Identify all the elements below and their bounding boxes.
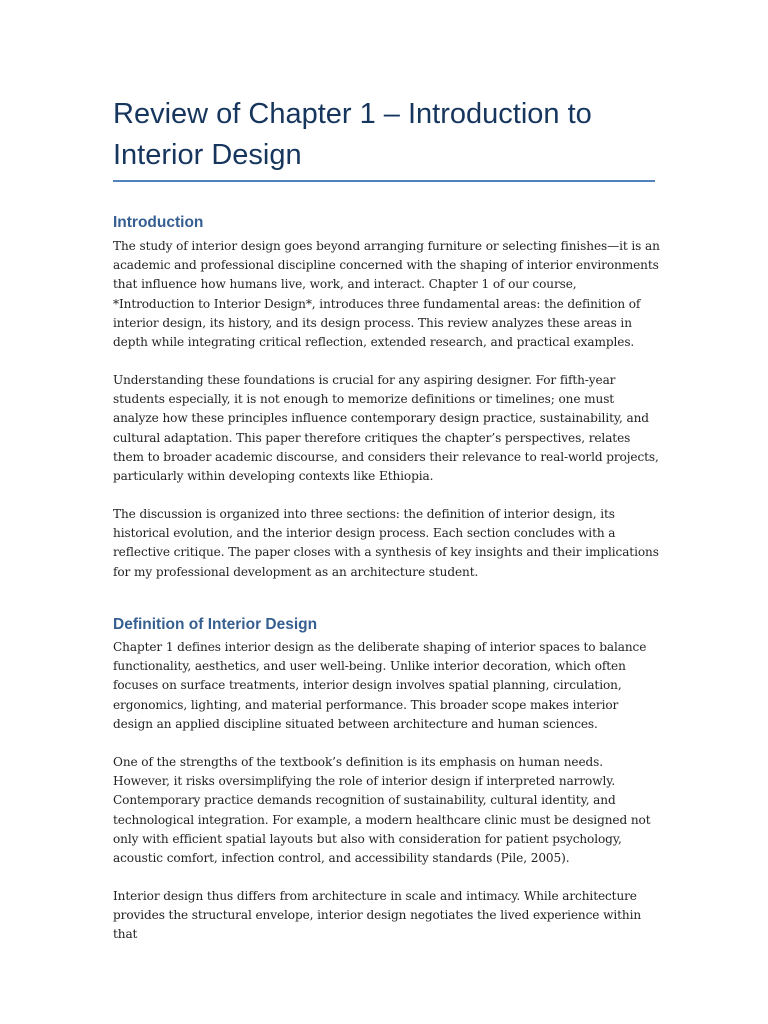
definition-paragraph-3: Interior design thus differs from architecture in scale and intimacy. While architecture provides the structural envelope, interior design negotiates the lived experience within that (113, 889, 642, 942)
intro-paragraph-2: Understanding these foundations is crucial for any aspiring designer. For fifth-year students especially, it is not enough to memorize definitions or timelines; one must analyze how these principles influence contemporary design practice, sustainability, and cultural adaptation. This paper therefore critiques the chapter’s perspectives, relates them to broader academic discourse, and considers their relevance to real-world projects, particularly within developing contexts like Ethiopia. (113, 373, 659, 484)
definition-paragraph-2: One of the strengths of the textbook’s definition is its emphasis on human needs. However, it risks oversimplifying the role of interior design if interpreted narrowly. Contemporary practice demands recognition of sustainability, cultural identity, and technological integration. For example, a modern healthcare clinic must be designed not only with efficient spatial layouts but also with consideration for patient psychology, acoustic comfort, infection control, and accessibility standards (Pile, 2005). (113, 755, 651, 866)
title-underline-rule (113, 180, 655, 182)
section-heading-definition: Definition of Interior Design (113, 616, 318, 633)
definition-paragraph-1: Chapter 1 defines interior design as the deliberate shaping of interior spaces to balance functionality, aesthetics, and user well-being. Unlike interior decoration, which often focuses on surface treatments, interior design involves spatial planning, circulation, ergonomics, lighting, and material performance. This broader scope makes interior design an applied discipline situated between architecture and human sciences. (113, 640, 647, 731)
document-title: Review of Chapter 1 – Introduction to Interior Design (113, 98, 592, 171)
intro-paragraph-1: The study of interior design goes beyond arranging furniture or selecting finishes—it is an academic and professional discipline concerned with the shaping of interior environments that influence how humans live, work, and interact. Chapter 1 of our course, *Introduction to Interior Design*, introduces three fundamental areas: the definition of interior design, its history, and its design process. This review analyzes these areas in depth while integrating critical reflection, extended research, and practical examples. (113, 239, 660, 350)
intro-paragraph-3: The discussion is organized into three sections: the definition of interior design, its historical evolution, and the interior design process. Each section concludes with a reflective critique. The paper closes with a synthesis of key insights and their implications for my professional development as an architecture student. (113, 507, 659, 579)
section-heading-introduction: Introduction (113, 214, 204, 231)
